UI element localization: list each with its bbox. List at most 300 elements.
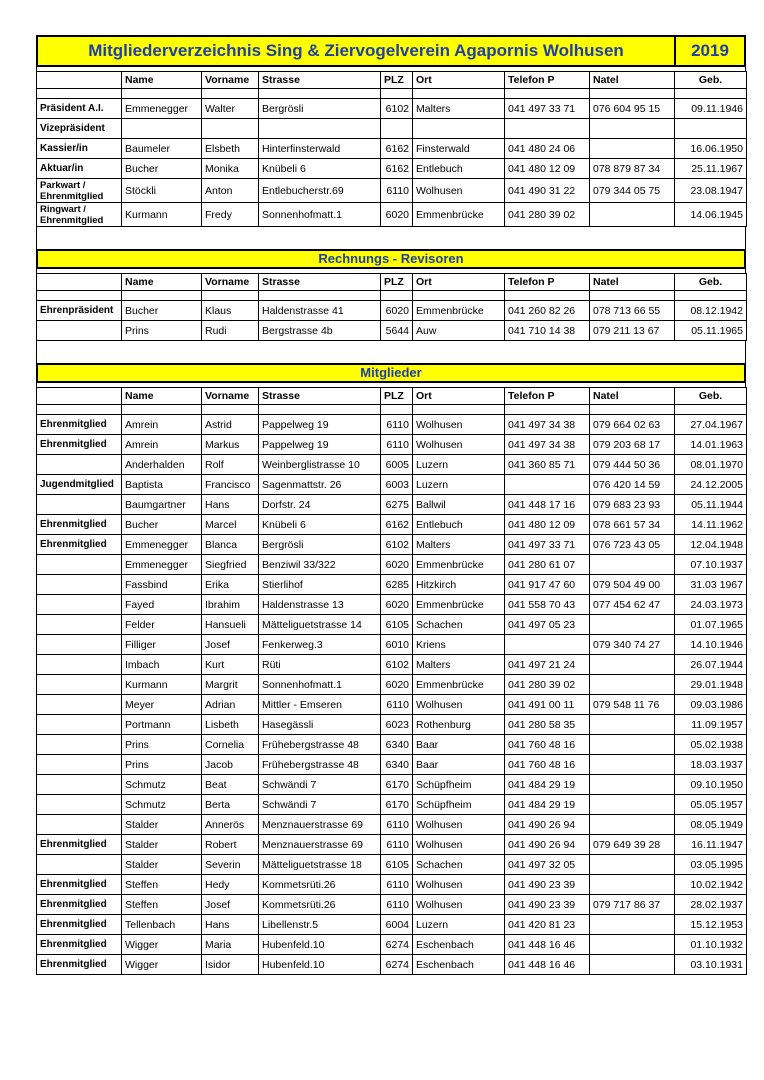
table-row [37,795,747,815]
table-row [37,321,747,341]
birthdate-cell: 05.05.1957 [675,795,747,815]
empty-cell [202,405,259,415]
street-cell: Entlebucherstr.69 [259,179,381,203]
table-row [37,203,747,227]
birthdate-cell: 08.12.1942 [675,301,747,321]
role-cell [37,695,122,715]
table-row [37,515,747,535]
zip-cell: 6110 [381,835,413,855]
name-cell: Stalder [122,855,202,875]
birthdate-cell: 03.10.1931 [675,955,747,975]
column-header: Ort [413,72,505,89]
table-row [37,535,747,555]
role-cell [37,655,122,675]
street-cell: Libellenstr.5 [259,915,381,935]
zip-cell: 6020 [381,203,413,227]
name-cell: Amrein [122,415,202,435]
mobile-cell [590,855,675,875]
column-header: Vorname [202,72,259,89]
page-title: Mitgliederverzeichnis Sing & Ziervogelverein Agapornis Wolhusen [38,37,676,65]
firstname-cell: Josef [202,895,259,915]
column-header: Name [122,388,202,405]
header-role [37,388,122,405]
city-cell: Wolhusen [413,415,505,435]
role-cell: Ehrenmitglied [37,835,122,855]
empty-cell [381,291,413,301]
empty-cell [381,89,413,99]
column-header: Name [122,274,202,291]
street-cell: Menznauerstrasse 69 [259,835,381,855]
section-title-mitglieder: Mitglieder [36,363,746,383]
city-cell: Wolhusen [413,835,505,855]
spacer-row [37,89,747,99]
zip-cell: 6274 [381,935,413,955]
empty-cell [259,291,381,301]
column-header: Vorname [202,274,259,291]
zip-cell: 6020 [381,555,413,575]
city-cell: Luzern [413,475,505,495]
firstname-cell: Astrid [202,415,259,435]
birthdate-cell: 14.10.1946 [675,635,747,655]
street-cell: Haldenstrasse 41 [259,301,381,321]
spacer [36,227,746,249]
name-cell: Schmutz [122,795,202,815]
zip-cell: 6170 [381,775,413,795]
city-cell: Kriens [413,635,505,655]
column-header: Strasse [259,388,381,405]
table-row [37,139,747,159]
firstname-cell: Marcel [202,515,259,535]
mobile-cell [590,815,675,835]
mobile-cell: 079 683 23 93 [590,495,675,515]
city-cell: Luzern [413,455,505,475]
role-cell [37,735,122,755]
zip-cell: 6340 [381,735,413,755]
mobile-cell: 079 649 39 28 [590,835,675,855]
phone-cell: 041 280 39 02 [505,203,590,227]
role-cell [37,815,122,835]
city-cell: Hitzkirch [413,575,505,595]
birthdate-cell: 03.05.1995 [675,855,747,875]
birthdate-cell: 24.12.2005 [675,475,747,495]
street-cell: Sonnenhofmatt.1 [259,203,381,227]
birthdate-cell: 09.03.1986 [675,695,747,715]
name-cell: Emmenegger [122,99,202,119]
mobile-cell: 078 661 57 34 [590,515,675,535]
firstname-cell: Markus [202,435,259,455]
name-cell: Steffen [122,895,202,915]
firstname-cell: Fredy [202,203,259,227]
city-cell: Emmenbrücke [413,301,505,321]
zip-cell: 6004 [381,915,413,935]
role-cell: Präsident A.I. [37,99,122,119]
role-cell [37,855,122,875]
zip-cell: 6162 [381,515,413,535]
city-cell: Wolhusen [413,815,505,835]
city-cell: Emmenbrücke [413,595,505,615]
table-row [37,875,747,895]
mobile-cell [590,775,675,795]
street-cell: Menznauerstrasse 69 [259,815,381,835]
phone-cell: 041 280 39 02 [505,675,590,695]
role-cell: Vizepräsident [37,119,122,139]
street-cell: Kommetsrüti.26 [259,895,381,915]
role-cell: Ehrenmitglied [37,435,122,455]
mobile-cell [590,715,675,735]
role-cell [37,495,122,515]
role-cell [37,575,122,595]
phone-cell: 041 497 33 71 [505,535,590,555]
table-row [37,895,747,915]
table-row [37,835,747,855]
city-cell: Wolhusen [413,695,505,715]
role-cell [37,555,122,575]
mobile-cell [590,755,675,775]
role-cell: Ehrenmitglied [37,535,122,555]
empty-cell [122,89,202,99]
birthdate-cell: 05.02.1938 [675,735,747,755]
members-table [36,387,747,975]
birthdate-cell: 28.02.1937 [675,895,747,915]
column-header: Geb. [675,274,747,291]
role-cell [37,321,122,341]
city-cell: Schachen [413,615,505,635]
phone-cell: 041 917 47 60 [505,575,590,595]
phone-cell: 041 760 48 16 [505,755,590,775]
table-row [37,735,747,755]
firstname-cell: Rudi [202,321,259,341]
city-cell [413,119,505,139]
table-row [37,595,747,615]
birthdate-cell: 16.11.1947 [675,835,747,855]
street-cell: Sagenmattstr. 26 [259,475,381,495]
empty-cell [202,89,259,99]
role-cell: Jugendmitglied [37,475,122,495]
spacer-row [37,291,747,301]
birthdate-cell: 12.04.1948 [675,535,747,555]
city-cell: Auw [413,321,505,341]
spacer [36,341,746,363]
mobile-cell: 078 713 66 55 [590,301,675,321]
city-cell: Emmenbrücke [413,203,505,227]
empty-cell [381,405,413,415]
zip-cell: 6005 [381,455,413,475]
column-header: PLZ [381,72,413,89]
street-cell: Bergrösli [259,535,381,555]
birthdate-cell: 01.10.1932 [675,935,747,955]
zip-cell: 6102 [381,99,413,119]
name-cell: Emmenegger [122,555,202,575]
street-cell: Benziwil 33/322 [259,555,381,575]
mobile-cell [590,735,675,755]
role-cell: Ehrenmitglied [37,895,122,915]
empty-cell [505,89,590,99]
revisoren-table [36,273,747,341]
name-cell: Baumgartner [122,495,202,515]
zip-cell: 6110 [381,875,413,895]
firstname-cell: Berta [202,795,259,815]
role-cell [37,615,122,635]
column-header: Natel [590,388,675,405]
city-cell: Entlebuch [413,159,505,179]
column-header: Geb. [675,388,747,405]
firstname-cell: Siegfried [202,555,259,575]
zip-cell: 6274 [381,955,413,975]
role-cell: Ehrenmitglied [37,915,122,935]
city-cell: Schüpfheim [413,775,505,795]
phone-cell: 041 491 00 11 [505,695,590,715]
role-cell [37,715,122,735]
birthdate-cell: 23.08.1947 [675,179,747,203]
name-cell: Fayed [122,595,202,615]
city-cell: Ballwil [413,495,505,515]
firstname-cell: Elsbeth [202,139,259,159]
mobile-cell: 079 717 86 37 [590,895,675,915]
table-row [37,955,747,975]
mobile-cell: 079 504 49 00 [590,575,675,595]
mobile-cell: 079 344 05 75 [590,179,675,203]
table-row [37,99,747,119]
empty-cell [590,405,675,415]
role-cell: Ehrenpräsident [37,301,122,321]
phone-cell: 041 480 12 09 [505,159,590,179]
mobile-cell: 076 420 14 59 [590,475,675,495]
table-row [37,159,747,179]
birthdate-cell [675,119,747,139]
table-row [37,435,747,455]
header-role [37,274,122,291]
mobile-cell [590,935,675,955]
street-cell: Sonnenhofmatt.1 [259,675,381,695]
phone-cell: 041 490 31 22 [505,179,590,203]
table-row [37,635,747,655]
mobile-cell: 079 211 13 67 [590,321,675,341]
phone-cell: 041 480 12 09 [505,515,590,535]
table-row [37,855,747,875]
name-cell: Bucher [122,159,202,179]
firstname-cell: Klaus [202,301,259,321]
role-cell: Parkwart / Ehrenmitglied [37,179,122,203]
zip-cell: 6110 [381,695,413,715]
column-header: Strasse [259,274,381,291]
street-cell: Stierlihof [259,575,381,595]
firstname-cell: Hans [202,915,259,935]
mobile-cell: 079 664 02 63 [590,415,675,435]
name-cell [122,119,202,139]
firstname-cell: Kurt [202,655,259,675]
name-cell: Baptista [122,475,202,495]
firstname-cell: Rolf [202,455,259,475]
birthdate-cell: 01.07.1965 [675,615,747,635]
empty-cell [37,405,122,415]
birthdate-cell: 25.11.1967 [675,159,747,179]
firstname-cell: Blanca [202,535,259,555]
birthdate-cell: 26.07.1944 [675,655,747,675]
phone-cell: 041 448 17 16 [505,495,590,515]
table-row [37,455,747,475]
column-header: Telefon P [505,388,590,405]
name-cell: Emmenegger [122,535,202,555]
street-cell: Hinterfinsterwald [259,139,381,159]
city-cell: Malters [413,655,505,675]
section-title-revisoren: Rechnungs - Revisoren [36,249,746,269]
street-cell: Mätteliguetstrasse 14 [259,615,381,635]
phone-cell: 041 420 81 23 [505,915,590,935]
street-cell: Knübeli 6 [259,515,381,535]
name-cell: Felder [122,615,202,635]
phone-cell: 041 710 14 38 [505,321,590,341]
table-row [37,415,747,435]
zip-cell: 6285 [381,575,413,595]
phone-cell: 041 497 21 24 [505,655,590,675]
birthdate-cell: 07.10.1937 [675,555,747,575]
firstname-cell: Hans [202,495,259,515]
table-row [37,555,747,575]
birthdate-cell: 08.01.1970 [675,455,747,475]
city-cell: Malters [413,535,505,555]
city-cell: Emmenbrücke [413,675,505,695]
street-cell: Bergrösli [259,99,381,119]
name-cell: Meyer [122,695,202,715]
zip-cell: 6110 [381,815,413,835]
city-cell: Wolhusen [413,895,505,915]
name-cell: Prins [122,735,202,755]
phone-cell: 041 490 23 39 [505,875,590,895]
city-cell: Finsterwald [413,139,505,159]
firstname-cell: Anton [202,179,259,203]
street-cell: Kommetsrüti.26 [259,875,381,895]
street-cell: Pappelweg 19 [259,435,381,455]
phone-cell: 041 260 82 26 [505,301,590,321]
name-cell: Schmutz [122,775,202,795]
empty-cell [590,291,675,301]
phone-cell: 041 497 34 38 [505,415,590,435]
column-header: Telefon P [505,72,590,89]
birthdate-cell: 14.11.1962 [675,515,747,535]
role-cell [37,635,122,655]
table-row [37,935,747,955]
city-cell: Wolhusen [413,179,505,203]
mobile-cell [590,955,675,975]
zip-cell: 6020 [381,675,413,695]
mobile-cell: 079 444 50 36 [590,455,675,475]
name-cell: Stöckli [122,179,202,203]
firstname-cell: Robert [202,835,259,855]
city-cell: Eschenbach [413,935,505,955]
mobile-cell [590,915,675,935]
header-row [37,274,747,291]
mobile-cell: 077 454 62 47 [590,595,675,615]
phone-cell: 041 484 29 19 [505,795,590,815]
column-header: Geb. [675,72,747,89]
title-banner [36,35,746,67]
table-row [37,915,747,935]
phone-cell: 041 360 85 71 [505,455,590,475]
role-cell [37,675,122,695]
phone-cell: 041 490 23 39 [505,895,590,915]
zip-cell: 6102 [381,655,413,675]
column-header: Telefon P [505,274,590,291]
mobile-cell [590,795,675,815]
phone-cell: 041 280 61 07 [505,555,590,575]
mobile-cell [590,139,675,159]
empty-cell [590,89,675,99]
street-cell: Pappelweg 19 [259,415,381,435]
birthdate-cell: 14.06.1945 [675,203,747,227]
name-cell: Prins [122,321,202,341]
zip-cell: 6110 [381,895,413,915]
empty-cell [413,291,505,301]
empty-cell [505,291,590,301]
firstname-cell: Jacob [202,755,259,775]
mobile-cell [590,119,675,139]
zip-cell: 6010 [381,635,413,655]
city-cell: Luzern [413,915,505,935]
phone-cell: 041 497 34 38 [505,435,590,455]
zip-cell: 6170 [381,795,413,815]
role-cell: Ehrenmitglied [37,875,122,895]
name-cell: Amrein [122,435,202,455]
zip-cell: 6105 [381,855,413,875]
birthdate-cell: 24.03.1973 [675,595,747,615]
column-header: Natel [590,72,675,89]
phone-cell [505,635,590,655]
table-row [37,755,747,775]
role-cell: Ehrenmitglied [37,515,122,535]
mobile-cell [590,655,675,675]
zip-cell: 6110 [381,179,413,203]
street-cell: Frühebergstrasse 48 [259,755,381,775]
birthdate-cell: 09.11.1946 [675,99,747,119]
city-cell: Wolhusen [413,875,505,895]
city-cell: Rothenburg [413,715,505,735]
firstname-cell: Hedy [202,875,259,895]
birthdate-cell: 05.11.1965 [675,321,747,341]
name-cell: Steffen [122,875,202,895]
name-cell: Wigger [122,955,202,975]
birthdate-cell: 14.01.1963 [675,435,747,455]
zip-cell: 6340 [381,755,413,775]
zip-cell: 6105 [381,615,413,635]
table-row [37,655,747,675]
mobile-cell [590,615,675,635]
table-row [37,815,747,835]
birthdate-cell: 15.12.1953 [675,915,747,935]
firstname-cell: Hansueli [202,615,259,635]
name-cell: Baumeler [122,139,202,159]
city-cell: Schachen [413,855,505,875]
table-row [37,301,747,321]
city-cell: Schüpfheim [413,795,505,815]
board-table [36,71,747,227]
name-cell: Stalder [122,815,202,835]
firstname-cell: Francisco [202,475,259,495]
phone-cell: 041 558 70 43 [505,595,590,615]
table-row [37,575,747,595]
mobile-cell: 078 879 87 34 [590,159,675,179]
role-cell [37,775,122,795]
zip-cell: 6020 [381,301,413,321]
phone-cell: 041 280 58 35 [505,715,590,735]
mobile-cell: 076 604 95 15 [590,99,675,119]
street-cell: Hubenfeld.10 [259,955,381,975]
role-cell: Ehrenmitglied [37,955,122,975]
birthdate-cell: 10.02.1942 [675,875,747,895]
firstname-cell: Isidor [202,955,259,975]
birthdate-cell: 05.11.1944 [675,495,747,515]
street-cell: Mittler - Emseren [259,695,381,715]
table-row [37,615,747,635]
